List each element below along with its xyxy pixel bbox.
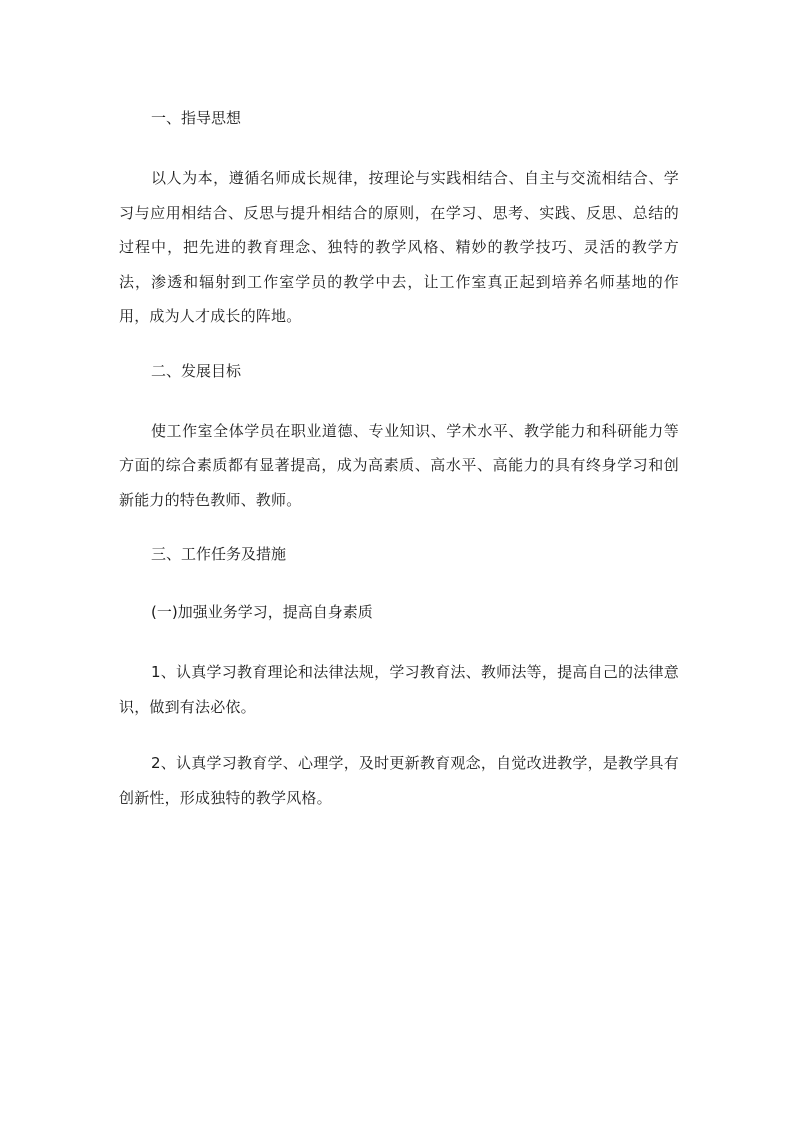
section-heading-tasks-measures: 三、工作任务及措施 [151, 545, 287, 563]
list-item-2: 2、认真学习教育学、心理学，及时更新教育观念，自觉改进教学，是教学具有创新性，形成独特的教学风格。 [119, 754, 679, 807]
section-heading-guiding-ideology: 一、指导思想 [151, 109, 242, 127]
list-item-1: 1、认真学习教育理论和法律法规，学习教育法、教师法等，提高自己的法律意识，做到有法必依。 [119, 663, 679, 716]
paragraph-guiding-ideology: 以人为本，遵循名师成长规律，按理论与实践相结合、自主与交流相结合、学习与应用相结合、反思与提升相结合的原则，在学习、思考、实践、反思、总结的过程中，把先进的教育理念、独特的教学风格、精妙的教学技巧、灵活的教学方法，渗透和辐射到工作室学员的教学中去，让工作室真正起到培养名师基地的作用，成为人才成长的阵地。 [119, 169, 679, 325]
paragraph-development-goals: 使工作室全体学员在职业道德、专业知识、学术水平、教学能力和科研能力等方面的综合素质都有显著提高，成为高素质、高水平、高能力的具有终身学习和创新能力的特色教师、教师。 [119, 421, 679, 509]
subheading-business-study: (一)加强业务学习，提高自身素质 [151, 603, 373, 621]
document-content [119, 103, 679, 815]
section-heading-development-goals: 二、发展目标 [151, 361, 242, 380]
